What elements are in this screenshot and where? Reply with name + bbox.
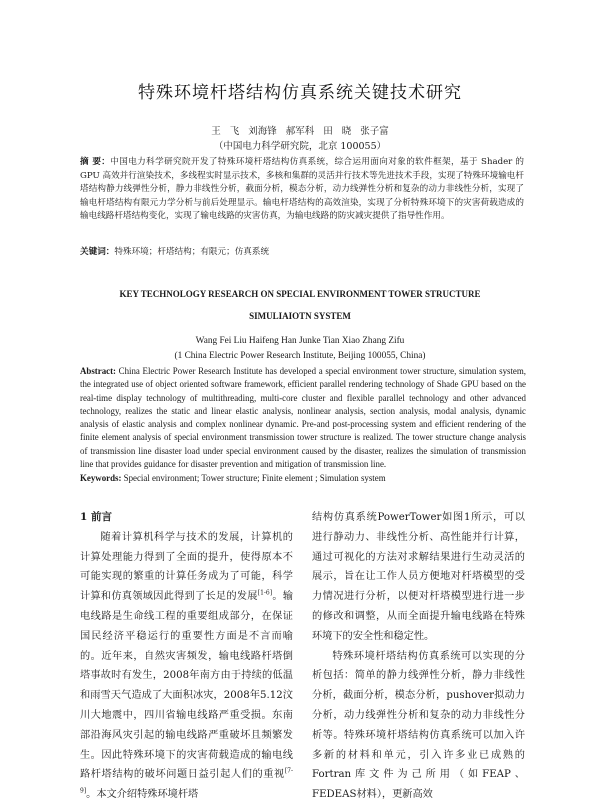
english-title	[60, 283, 540, 327]
section-heading-introduction: 1 前言	[80, 511, 112, 523]
chinese-abstract-text: 中国电力科学研究院开发了特殊环境杆塔结构仿真系统，综合运用面向对象的软件框架，基于 Shader 的 GPU 高效并行渲染技术，多线程实时显示技术，多核和集群的灵活并行技术等先进技术手段，实现了特殊环境输电杆塔结构静力线弹性分析，静力非线性分析，截面分析，模态分析，动力线弹性分析和复杂的动力非线性分析，实现了输电杆塔结构有限元力学分析与前后处理显示。输电杆塔结构的高效渲染，实现了分析特殊环境下的灾害荷载造成的输电线路杆塔结构变化，实现了输电线路的灾害仿真，为输电线路的防灾减灾提供了指导性作用。	[80, 157, 524, 222]
intro-text-part-3: 。本文介绍特殊环境杆塔	[86, 789, 199, 801]
english-affiliation: (1 China Electric Power Research Institute, Beijing 100055, China)	[174, 351, 426, 361]
citation-1: [1-6]	[257, 589, 273, 597]
chinese-abstract	[80, 156, 524, 224]
right-paragraph-2: 特殊环境杆塔结构仿真系统可以实现的分析包括：简单的静力线弹性分析，静力非线性分析，截面分析，模态分析，pushover拟动力分析，动力线弹性分析和复杂的动力非线性分析等。特殊环境杆塔结构仿真系统可以加入许多新的材料和单元，引入许多业已成熟的Fortran库文件为己所用（如FEAP、FEDEAS材料），更新高效	[312, 650, 525, 801]
english-abstract	[80, 365, 526, 471]
chinese-affiliation: （中国电力科学研究院，北京 100055）	[213, 141, 387, 152]
english-keywords	[80, 472, 526, 485]
english-keywords-text: Special environment; Tower structure; Finite element ; Simulation system	[121, 473, 386, 483]
english-title-line-1: KEY TECHNOLOGY RESEARCH ON SPECIAL ENVIRONMENT TOWER STRUCTURE	[119, 289, 481, 299]
intro-text-part-2: 。输电线路是生命线工程的重要组成部分，在保证国民经济平稳运行的重要性方面是不言而喻的。近年来，自然灾害频发，输电线路杆塔倒塔事故时有发生，2008年南方由于持续的低温和雨雪天气造成了大面积冰灾，2008年5.12汶川大地震中，四川省输电线路严重受损。东南部沿海风灾引起的输电线路严重破坏且频繁发生。因此特殊环境下的灾害荷载造成的输电线路杆塔结构的破坏问题日益引起人们的重视	[80, 591, 294, 781]
citation-2: [7-9]	[80, 767, 293, 795]
body-column-right	[312, 508, 525, 805]
intro-text-part-1: 随着计算机科学与技术的发展，计算机的计算处理能力得到了全面的提升，使得原本不可能实现的繁重的计算任务成为了可能，科学计算和仿真领域因此得到了长足的发展	[80, 531, 293, 603]
chinese-authors: 王 飞 刘海锋 郝军科 田 晓 张子富	[211, 126, 389, 137]
chinese-keywords-label: 关键词：	[80, 247, 115, 257]
body-column-left	[80, 508, 293, 805]
chinese-keywords-text: 特殊环境；杆塔结构；有限元；仿真系统	[114, 247, 270, 257]
intro-paragraph	[80, 528, 293, 805]
chinese-title: 特殊环境杆塔结构仿真系统关键技术研究	[138, 83, 462, 103]
english-title-line-2: SIMULIAIOTN SYSTEM	[249, 311, 351, 321]
english-authors: Wang Fei Liu Haifeng Han Junke Tian Xiao Zhang Zifu	[195, 336, 405, 346]
chinese-keywords	[80, 246, 524, 259]
chinese-abstract-label: 摘 要：	[80, 157, 111, 167]
english-keywords-label: Keywords:	[80, 473, 122, 483]
english-abstract-label: Abstract:	[80, 366, 116, 376]
english-abstract-text: China Electric Power Research Institute has developed a special environment tower structure, simulation system, the integrated use of object oriented software framework, efficient parallel rendering technology of Shade GPU based on the real-time display technology of multithreading, multi-core cluster and flexible parallel technology and other advanced technology, realizes the static and linear elastic analysis, nonlinear analysis, section analysis, modal analysis, dynamic analysis of elastic analysis and complex nonlinear dynamic. Pre-and post-processing system and efficient rendering of the finite element analysis of special environment transmission tower structure is realized. The tower structure change analysis of transmission line disaster load under special environment caused by the disaster, realizes the simulation of transmission line that provides guidance for disaster prevention and mitigation of transmission line.	[80, 366, 526, 470]
right-paragraph-1: 结构仿真系统PowerTower如图1所示，可以进行静动力、非线性分析、高性能并行计算，通过可视化的方法对求解结果进行生动灵活的展示，旨在让工作人员方便地对杆塔模型的受力情况进行分析，以便对杆塔模型进行进一步的修改和调整，从而全面提升输电线路在特殊环境下的安全性和稳定性。	[312, 512, 525, 642]
